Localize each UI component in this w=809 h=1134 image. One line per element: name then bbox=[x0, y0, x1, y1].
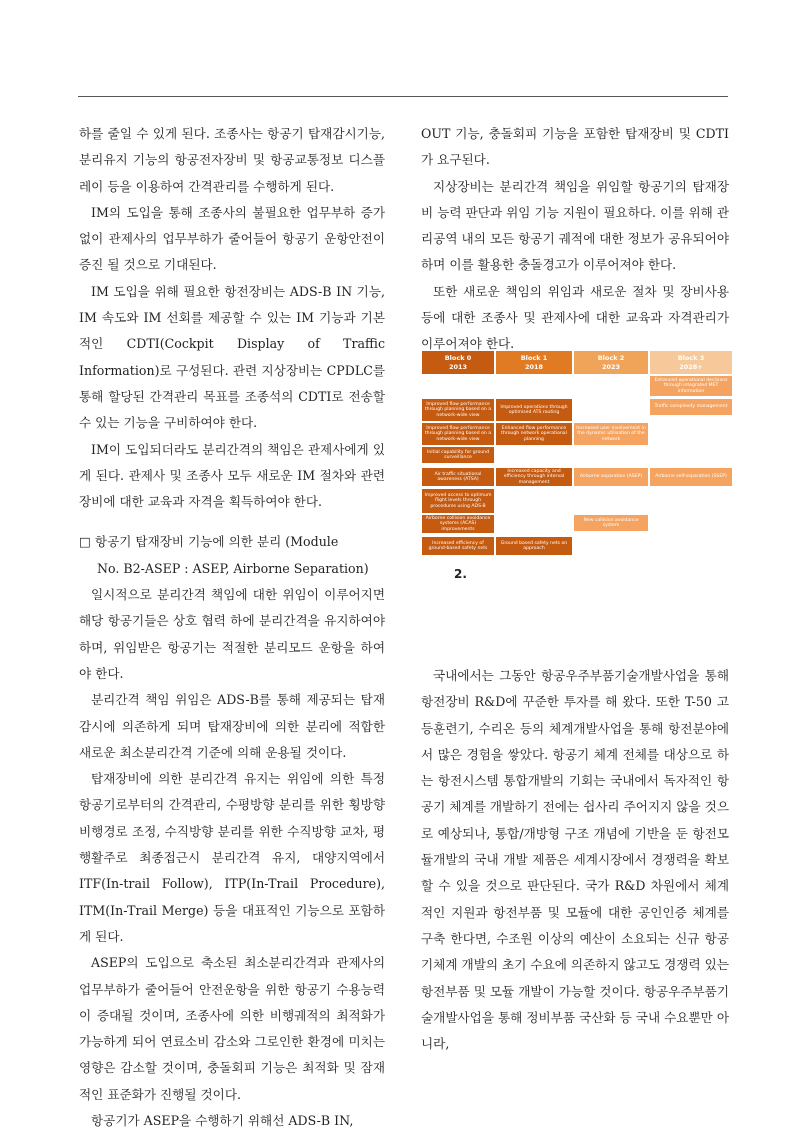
paragraph: IM 도입을 위해 필요한 항전장비는 ADS-B IN 기능, IM 속도와 IM 선회를 제공할 수 있는 IM 기능과 기본적인 CDTI(Cockpit Display of Traffic Information)로 구성된다. 관련 지상장비는 CPDLC를 통해 할당된 간격관리 목표를 조종석의 CDTI로 전송할 수 있는 기능을 구비하여야 한다. bbox=[79, 283, 385, 431]
section-heading-cont: No. B2-ASEP : ASEP, Airborne Separation) bbox=[97, 560, 369, 576]
paragraph: OUT 기능, 충돌회피 기능을 포함한 탑재장비 및 CDTI가 요구된다. bbox=[421, 126, 729, 168]
block-header-1 bbox=[496, 351, 572, 374]
paragraph: IM의 도입을 통해 조종사의 불필요한 업무부하 증가 없이 관제사의 업무부하가 줄어들어 항공기 운항안전이 증진 될 것으로 기대된다. bbox=[79, 204, 385, 273]
block-header-year: 2018 bbox=[524, 363, 544, 371]
right-column-top bbox=[421, 121, 729, 358]
aviation-block-upgrade-figure bbox=[422, 351, 732, 561]
figure-box: Traffic complexity management bbox=[650, 399, 732, 415]
header-rule bbox=[78, 96, 728, 97]
block-header-3 bbox=[650, 351, 732, 374]
figure-box: Airborne separation (ASEP) bbox=[574, 468, 648, 486]
figure-box: Initial capability for ground surveillance bbox=[422, 447, 494, 463]
figure-box: Increased efficiency of ground-based safety nets bbox=[422, 537, 494, 555]
left-column bbox=[79, 121, 385, 1134]
paragraph: 탑재장비에 의한 분리간격 유지는 위임에 의한 특정 항공기로부터의 간격관리, 수평방향 분리를 위한 횡방향 비행경로 조정, 수직방향 분리를 위한 수직방향 교차, 평행활주로 최종접근시 분리간격 유지, 대양지역에서 ITF(In-trail Follow), ITP(In-Trail Procedure), ITM(In-Trail Merge) 등을 대표적인 기능으로 포함하게 된다. bbox=[79, 771, 385, 944]
figure-box: Improved access to optimum flight levels through procedures using ADS-B bbox=[422, 489, 494, 513]
block-header-label: Block 0 bbox=[444, 354, 472, 362]
figure-box: Increased user involvement in the dynamic utilisation of the network bbox=[574, 423, 648, 445]
block-header-label: Block 3 bbox=[677, 354, 705, 362]
paragraph: 국내에서는 그동안 항공우주부품기술개발사업을 통해 항전장비 R&D에 꾸준한 투자를 해 왔다. 또한 T-50 고등훈련기, 수리온 등의 체계개발사업을 통해 항전분야에서 많은 경험을 쌓았다. 항공기 체계 전체를 대상으로 하는 항전시스템 통합개발의 기회는 국내에서 독자적인 항공기 체계를 개발하기 전에는 쉽사리 주어지지 않을 것으로 예상되나, 통합/개방형 구조 개념에 기반을 둔 항전모듈개발의 국내 개발 제품은 세계시장에서 경쟁력을 확보할 수 있을 것으로 판단된다. 국가 R&D 차원에서 체계적인 지원과 항전부품 및 모듈에 대한 공인인증 체계를 구축 한다면, 수조원 이상의 예산이 소요되는 신규 항공기체계 개발의 초기 수요에 의존하지 않고도 경쟁력 있는 항전부품 및 모듈 개발이 가능할 것이다. 항공우주부품기술개발사업을 통해 정비부품 국산화 등 국내 수요뿐만 아니라, bbox=[421, 668, 729, 1052]
figure-box: Improved operations through optimised ATS routing bbox=[496, 399, 572, 421]
paragraph: 하를 줄일 수 있게 된다. 조종사는 항공기 탑재감시기능, 분리유지 기능의 항공전자장비 및 항공교통정보 디스플레이 등을 이용하여 간격관리를 수행하게 된다. bbox=[79, 126, 385, 194]
paragraph: IM이 도입되더라도 분리간격의 책임은 관제사에게 있게 된다. 관제사 및 조종사 모두 새로운 IM 절차와 관련 장비에 대한 교육과 자격을 획득하여야 한다. bbox=[79, 441, 385, 510]
paragraph: 분리간격 책임 위임은 ADS-B를 통해 제공되는 탑재감시에 의존하게 되며 탑재장비에 의한 분리에 적합한 새로운 최소분리간격 기준에 의해 운용될 것이다. bbox=[79, 692, 385, 760]
figure-box: Improved flow performance through planning based on a network-wide view bbox=[422, 423, 494, 445]
right-column-bottom bbox=[421, 663, 729, 1057]
block-header-label: Block 1 bbox=[520, 354, 548, 362]
figure-box: Improved flow performance through planning based on a network-wide view bbox=[422, 399, 494, 421]
block-header-year: 2028+ bbox=[679, 363, 703, 371]
figure-caption: 2. bbox=[454, 567, 467, 581]
paragraph: ASEP의 도입으로 축소된 최소분리간격과 관제사의 업무부하가 줄어들어 안전운항을 위한 항공기 수용능력이 증대될 것이며, 조종사에 의한 비행궤적의 최적화가 가능하게 되어 연료소비 감소와 그로인한 환경에 미치는 영향은 감소할 것이며, 충돌회피 기능은 최적화 및 잠재적인 표준화가 진행될 것이다. bbox=[79, 955, 385, 1102]
paragraph: 일시적으로 분리간격 책임에 대한 위임이 이루어지면 해당 항공기들은 상호 협력 하에 분리간격을 유지하여야 하며, 위임받은 항공기는 적절한 분리모드 운항을 하여야 한다. bbox=[79, 587, 385, 681]
block-header-0 bbox=[422, 351, 494, 374]
figure-box: New collision avoidance system bbox=[574, 515, 648, 531]
figure-box: Airborne self-separation (SSEP) bbox=[650, 468, 732, 486]
paragraph: 항공기가 ASEP을 수행하기 위해선 ADS-B IN, bbox=[91, 1112, 354, 1128]
block-header-label: Block 2 bbox=[597, 354, 625, 362]
figure-box: Increased capacity and efficiency through interval management bbox=[496, 468, 572, 486]
paragraph: 지상장비는 분리간격 책임을 위임할 항공기의 탑재장비 능력 판단과 위임 기능 지원이 필요하다. 이를 위해 관리공역 내의 모든 항공기 궤적에 대한 정보가 공유되어야 하며 이를 활용한 충돌경고가 이루어져야 한다. bbox=[421, 178, 729, 273]
block-header-year: 2013 bbox=[448, 363, 468, 371]
figure-box: Air traffic situational awareness (ATSA) bbox=[422, 468, 494, 486]
section-heading: □ 항공기 탑재장비 기능에 의한 분리 (Module bbox=[79, 534, 339, 550]
figure-box: Enhanced operational decisions through integrated MET information bbox=[650, 376, 732, 396]
figure-box: Ground based safety nets on approach bbox=[496, 537, 572, 555]
block-header-2 bbox=[574, 351, 648, 374]
block-header-year: 2023 bbox=[601, 363, 621, 371]
figure-box: Enhanced flow performance through network operational planning bbox=[496, 423, 572, 445]
figure-box: Airborne collision avoidance systems (ACAS) improvements bbox=[422, 515, 494, 533]
paragraph: 또한 새로운 책임의 위임과 새로운 절차 및 장비사용 등에 대한 조종사 및 관제사에 대한 교육과 자격관리가 이루어져야 한다. bbox=[421, 283, 729, 352]
